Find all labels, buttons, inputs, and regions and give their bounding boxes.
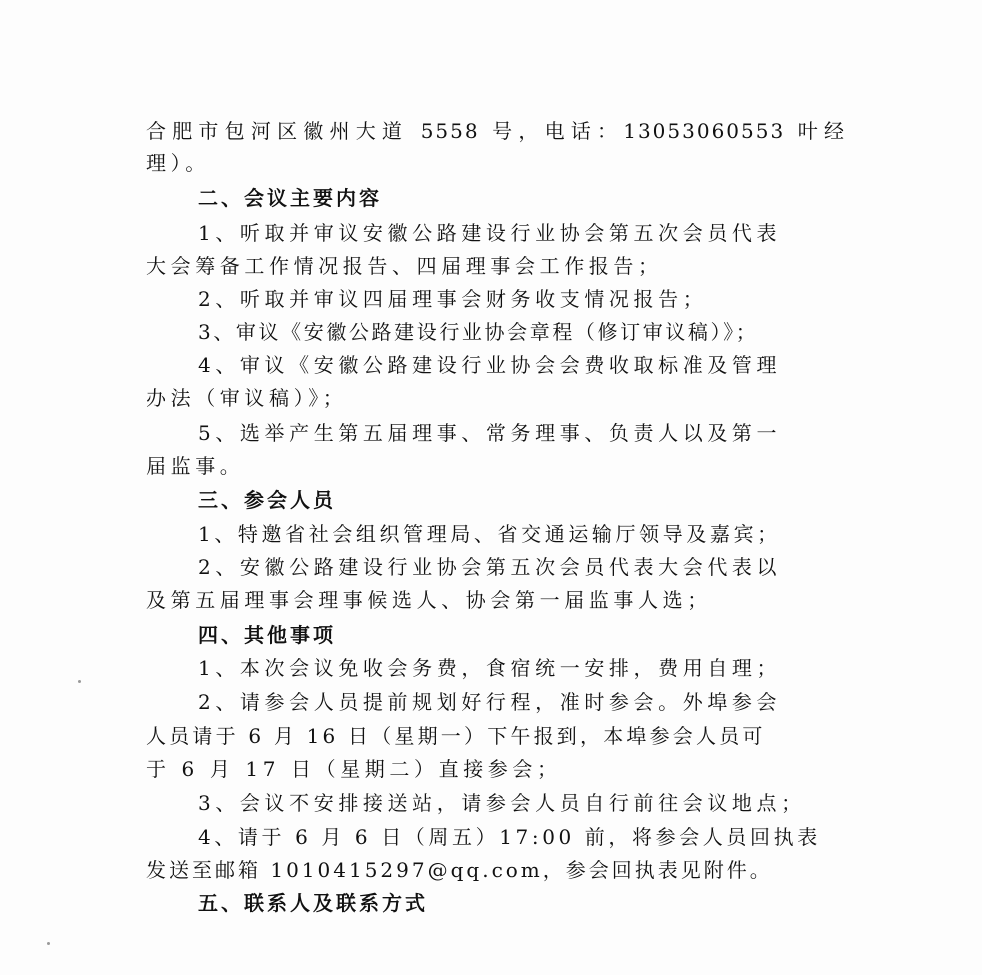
- body-line: 3、审议《安徽公路建设行业协会章程（修订审议稿）》；: [198, 320, 759, 344]
- section-heading: 五、联系人及联系方式: [198, 891, 428, 915]
- body-line: 理）。: [146, 151, 210, 175]
- body-line: 大会筹备工作情况报告、四届理事会工作报告；: [146, 254, 663, 278]
- body-line: 发送至邮箱 1010415297@qq.com，参会回执表见附件。: [146, 858, 773, 882]
- body-line: 1、特邀省社会组织管理局、省交通运输厅领导及嘉宾；: [198, 522, 781, 546]
- body-line: 1、本次会议免收会务费，食宿统一安排，费用自理；: [198, 656, 782, 680]
- body-line: 2、请参会人员提前规划好行程，准时参会。外埠参会: [198, 690, 782, 714]
- body-line: 人员请于 6 月 16 日（星期一）下午报到，本埠参会人员可: [146, 724, 766, 748]
- section-heading: 三、参会人员: [198, 488, 336, 512]
- body-line: 于 6 月 17 日（星期二）直接参会；: [146, 757, 562, 781]
- body-line: 3、会议不安排接送站，请参会人员自行前往会议地点；: [198, 791, 806, 815]
- body-line: 届监事。: [146, 454, 245, 478]
- body-line: 及第五届理事会理事候选人、协会第一届监事人选；: [146, 588, 712, 612]
- scan-speck: [78, 680, 81, 683]
- body-line: 4、审议《安徽公路建设行业协会会费收取标准及管理: [198, 353, 782, 377]
- body-line: 办法（审议稿）》；: [146, 386, 348, 410]
- body-line: 合肥市包河区徽州大道 5558 号，电话：13053060553 叶经: [146, 119, 846, 143]
- body-line: 2、安徽公路建设行业协会第五次会员代表大会代表以: [198, 555, 782, 579]
- body-line: 1、听取并审议安徽公路建设行业协会第五次会员代表: [198, 221, 782, 245]
- section-heading: 四、其他事项: [198, 623, 336, 647]
- body-line: 4、请于 6 月 6 日（周五）17:00 前，将参会人员回执表: [198, 825, 821, 849]
- body-line: 5、选举产生第五届理事、常务理事、负责人以及第一: [198, 421, 782, 445]
- body-line: 2、听取并审议四届理事会财务收支情况报告；: [198, 287, 708, 311]
- scan-speck: [47, 942, 50, 945]
- section-heading: 二、会议主要内容: [198, 186, 382, 210]
